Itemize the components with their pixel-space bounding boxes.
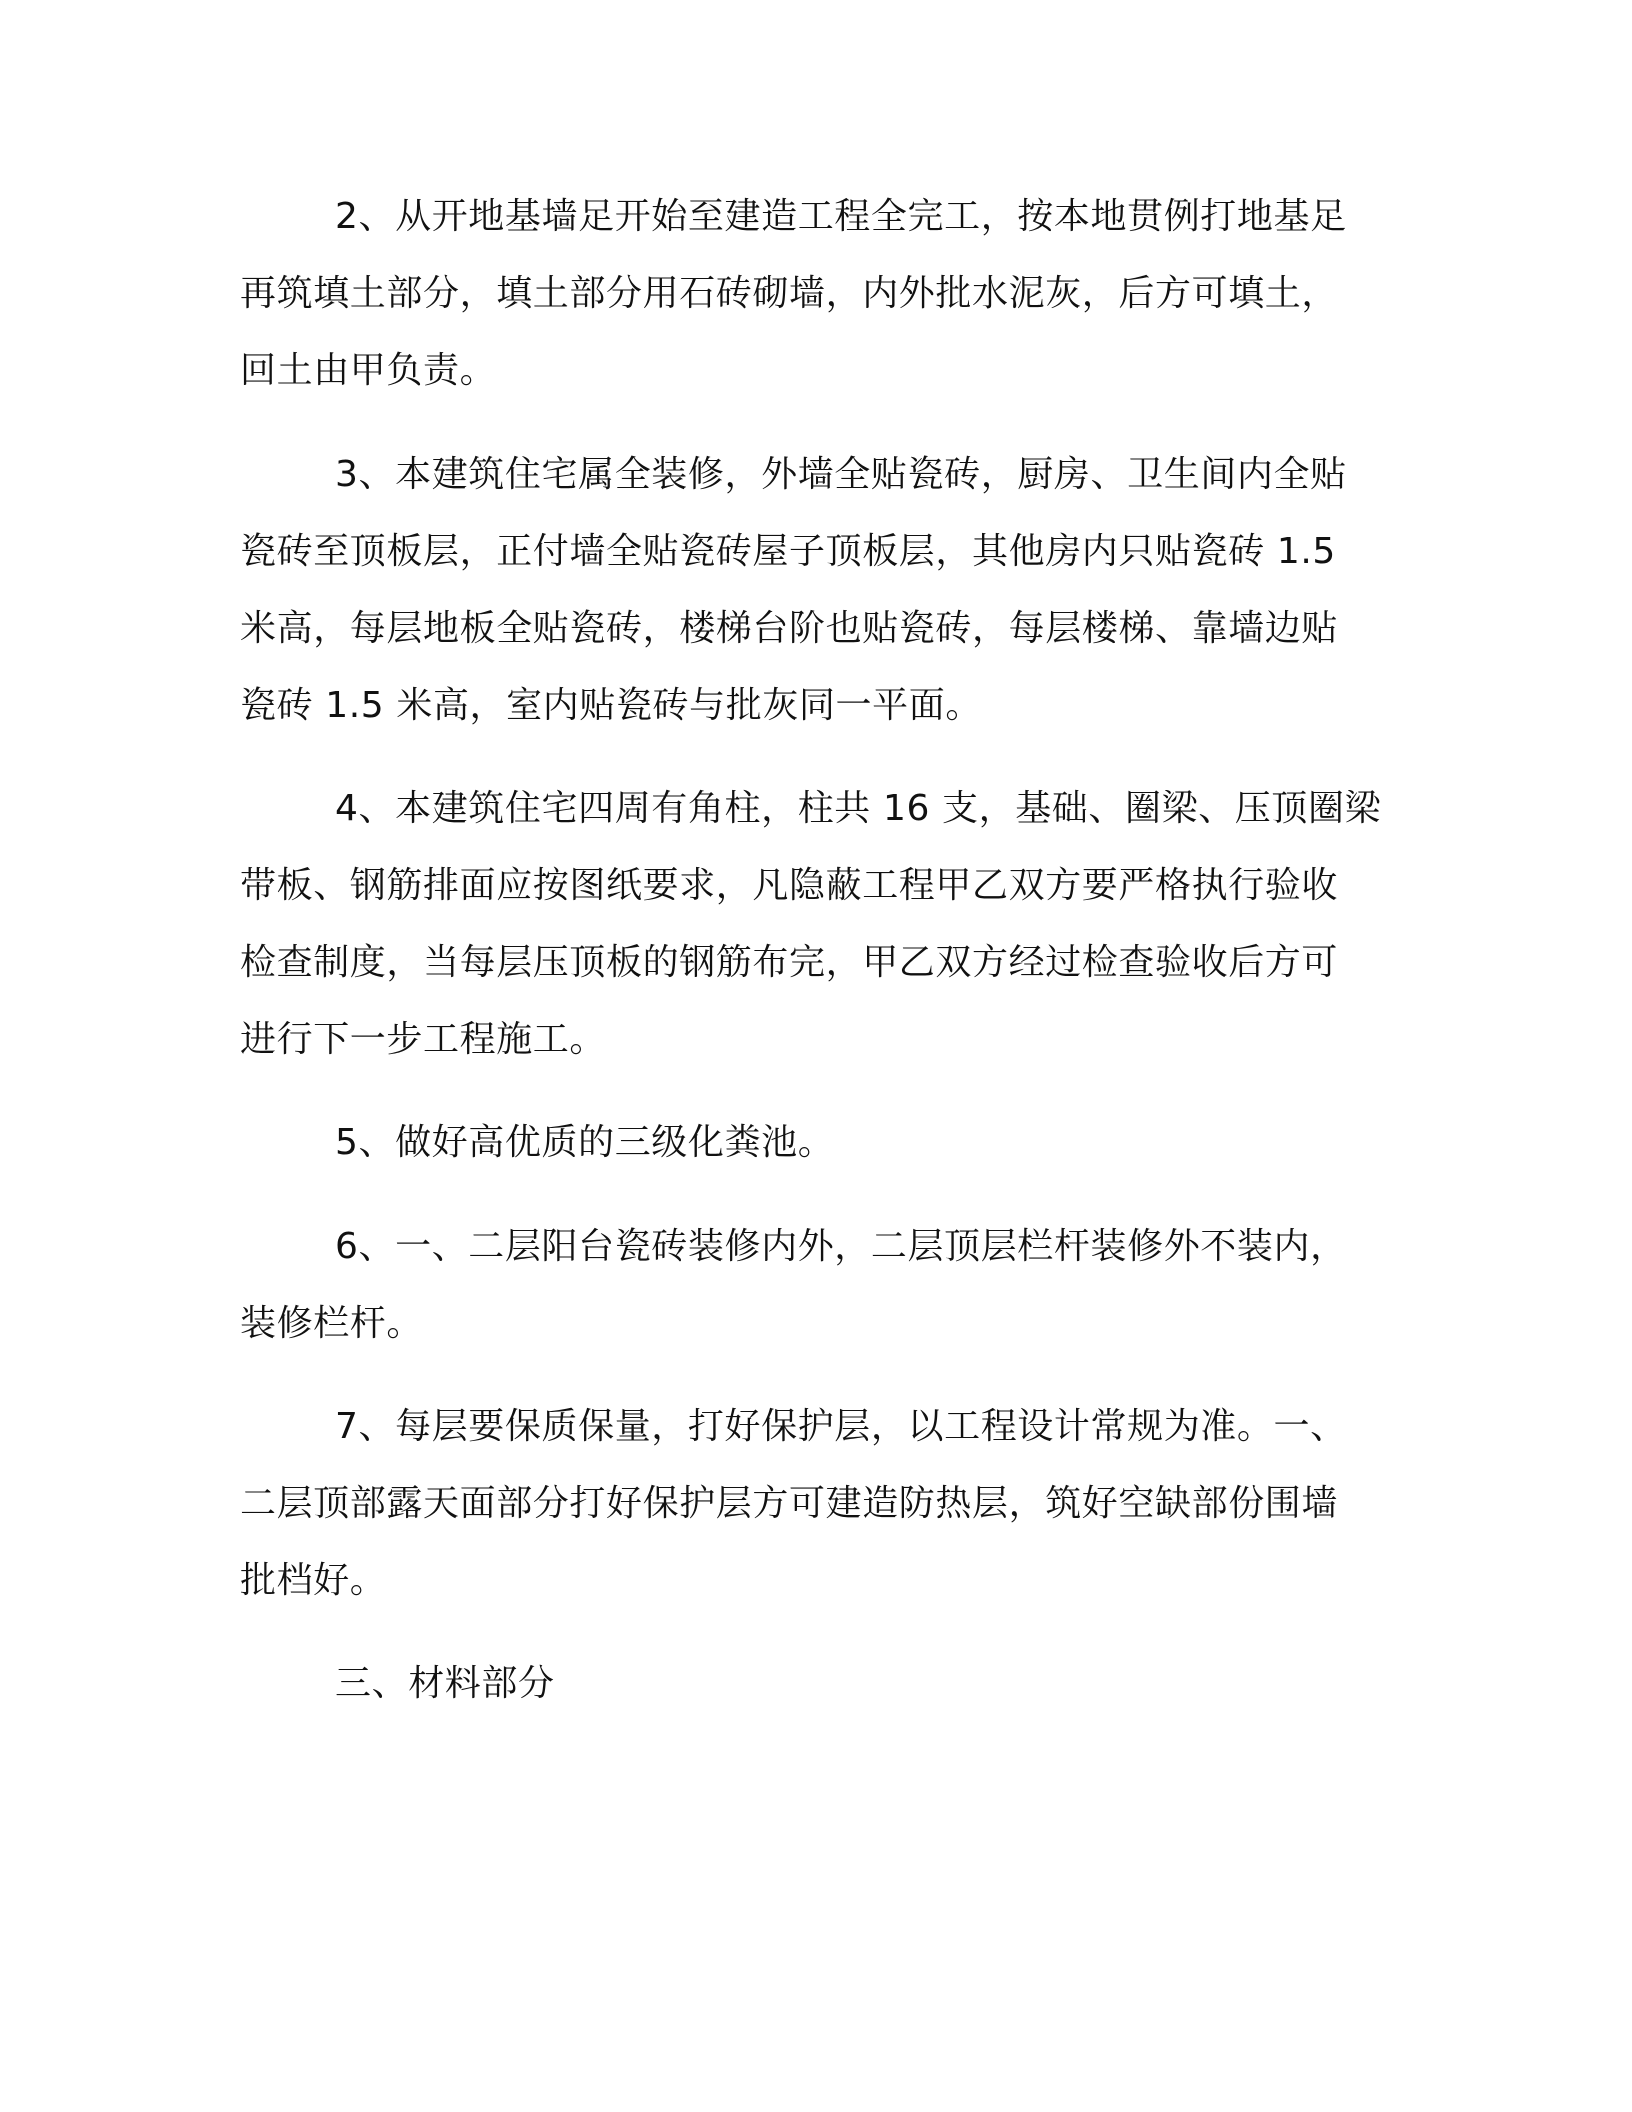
section-heading: 三、材料部分 <box>335 1663 555 1704</box>
paragraph-line: 瓷砖 1.5 米高，室内贴瓷砖与批灰同一平面。 <box>240 685 982 726</box>
paragraph-item-4 <box>240 770 1390 1078</box>
paragraph-line: 3、本建筑住宅属全装修，外墙全贴瓷砖，厨房、卫生间内全贴 <box>335 454 1347 495</box>
paragraph-line: 2、从开地基墙足开始至建造工程全完工，按本地贯例打地基足 <box>335 196 1347 237</box>
paragraph-item-7 <box>240 1388 1390 1619</box>
paragraph-line: 回土由甲负责。 <box>240 350 497 391</box>
paragraph-item-6 <box>240 1208 1390 1362</box>
paragraph-item-2 <box>240 178 1390 409</box>
paragraph-line: 进行下一步工程施工。 <box>240 1019 607 1060</box>
paragraph-line: 4、本建筑住宅四周有角柱，柱共 16 支，基础、圈梁、压顶圈梁 <box>335 788 1382 829</box>
paragraph-line: 检查制度，当每层压顶板的钢筋布完，甲乙双方经过检查验收后方可 <box>240 942 1339 983</box>
paragraph-line: 米高，每层地板全贴瓷砖，楼梯台阶也贴瓷砖，每层楼梯、靠墙边贴 <box>240 608 1339 649</box>
paragraph-line: 瓷砖至顶板层，正付墙全贴瓷砖屋子顶板层，其他房内只贴瓷砖 1.5 <box>240 531 1336 572</box>
paragraph-line: 7、每层要保质保量，打好保护层，以工程设计常规为准。一、 <box>335 1406 1347 1447</box>
paragraph-line: 二层顶部露天面部分打好保护层方可建造防热层，筑好空缺部份围墙 <box>240 1483 1339 1524</box>
paragraph-line: 6、一、二层阳台瓷砖装修内外，二层顶层栏杆装修外不装内， <box>335 1226 1347 1267</box>
paragraph-item-3 <box>240 436 1390 744</box>
paragraph-line: 带板、钢筋排面应按图纸要求，凡隐蔽工程甲乙双方要严格执行验收 <box>240 865 1339 906</box>
paragraph-line: 批档好。 <box>240 1560 387 1601</box>
paragraph-item-5 <box>240 1104 1390 1181</box>
paragraph-line: 再筑填土部分，填土部分用石砖砌墙，内外批水泥灰，后方可填土， <box>240 273 1339 314</box>
paragraph-line: 5、做好高优质的三级化粪池。 <box>335 1122 835 1163</box>
paragraph-line: 装修栏杆。 <box>240 1303 424 1344</box>
